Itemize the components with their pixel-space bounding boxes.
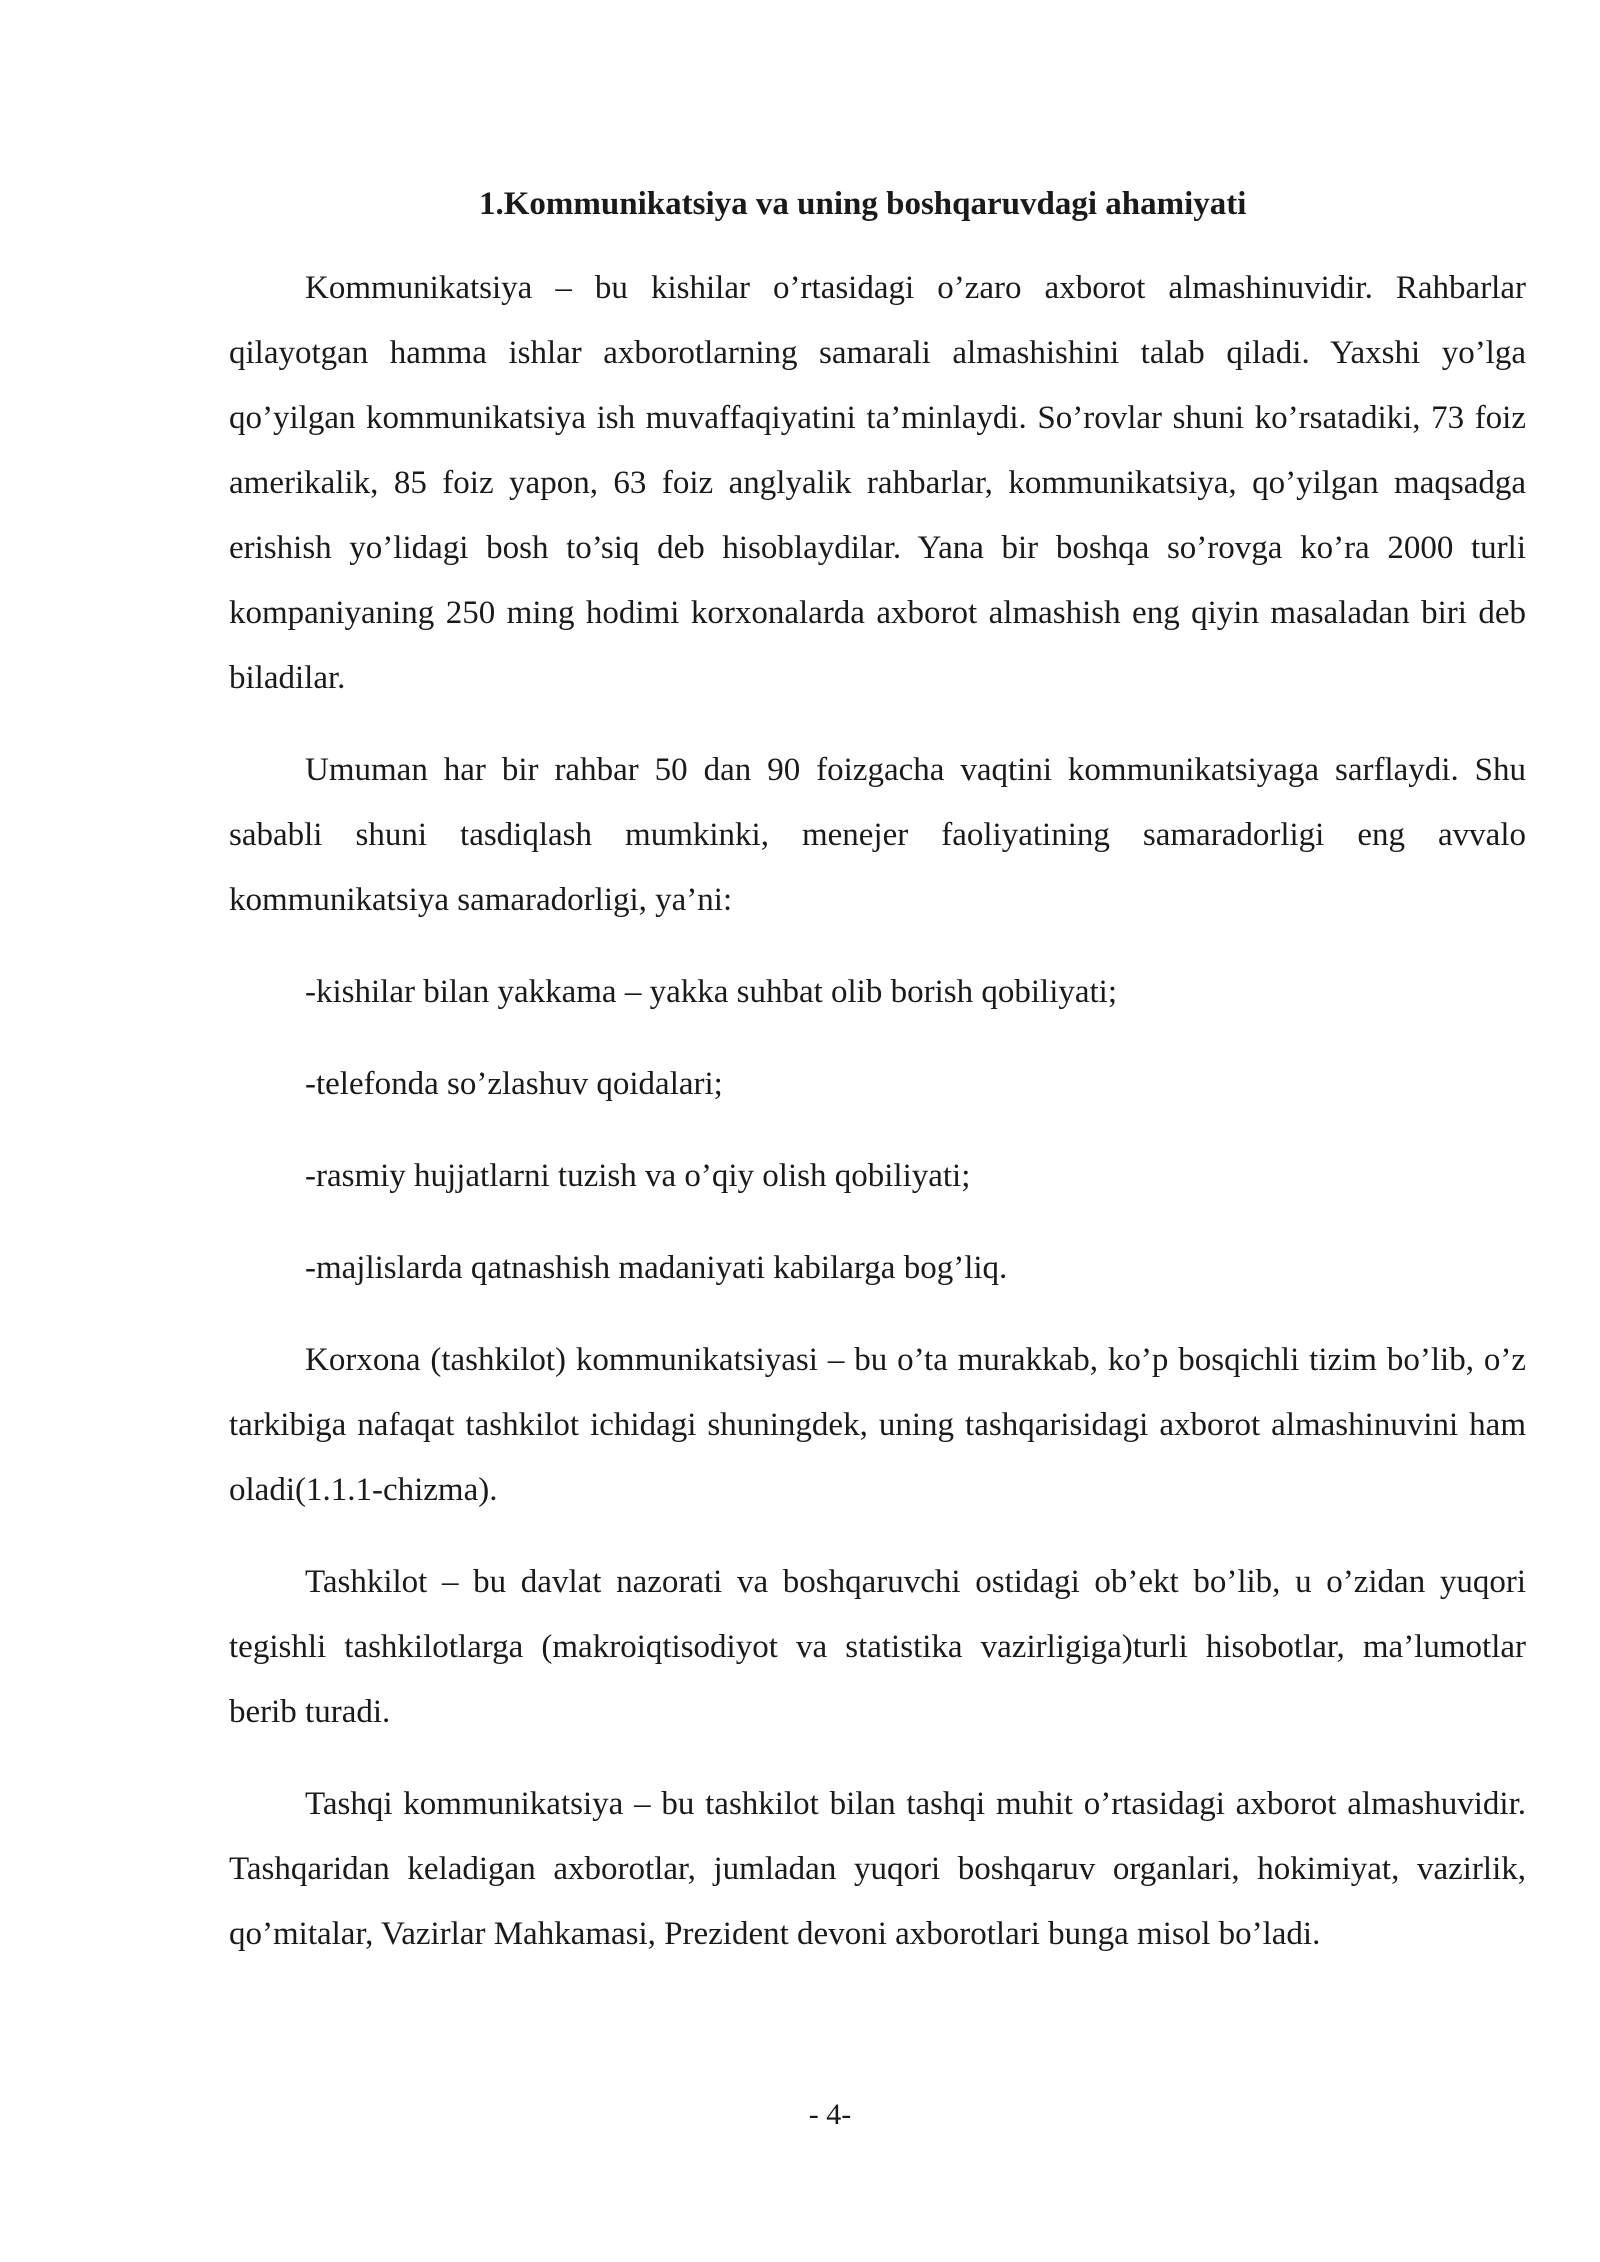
paragraph: Korxona (tashkilot) kommunikatsiyasi – bu o’ta murakkab, ko’p bosqichli tizim bo’lib, o’z tarkibiga nafaqat tashkilot ichidagi shuningdek, uning tashqarisidagi axborot almashinuvini ham oladi(1.1.1-chizma). xyxy=(229,1342,1526,1508)
list-item: -rasmiy hujjatlarni tuzish va o’qiy olish qobiliyati; xyxy=(305,1158,971,1194)
list-item: -kishilar bilan yakkama – yakka suhbat olib borish qobiliyati; xyxy=(305,974,1118,1010)
list-item: -majlislarda qatnashish madaniyati kabilarga bog’liq. xyxy=(305,1250,1008,1286)
paragraph: Tashqi kommunikatsiya – bu tashkilot bilan tashqi muhit o’rtasidagi axborot almashuvidir. Tashqaridan keladigan axborotlar, jumladan yuqori boshqaruv organlari, hokimiyat, vazirlik, qo’mitalar, Vazirlar Mahkamasi, Prezident devoni axborotlari bunga misol bo’ladi. xyxy=(229,1786,1526,1952)
document-page xyxy=(229,180,1526,1994)
section-title: 1.Kommunikatsiya va uning boshqaruvdagi ahamiyati xyxy=(479,186,1247,222)
paragraph: Umuman har bir rahbar 50 dan 90 foizgacha vaqtini kommunikatsiyaga sarflaydi. Shu sababli shuni tasdiqlash mumkinki, menejer faoliyatining samaradorligi eng avvalo kommunikatsiya samaradorligi, ya’ni: xyxy=(229,752,1526,918)
paragraph: Kommunikatsiya – bu kishilar o’rtasidagi o’zaro axborot almashinuvidir. Rahbarlar qilayotgan hamma ishlar axborotlarning samarali almashishini talab qiladi. Yaxshi yo’lga qo’yilgan kommunikatsiya ish muvaffaqiyatini ta’minlaydi. So’rovlar shuni ko’rsatadiki, 73 foiz amerikalik, 85 foiz yapon, 63 foiz anglyalik rahbarlar, kommunikatsiya, qo’yilgan maqsadga erishish yo’lidagi bosh to’siq deb hisoblaydilar. Yana bir boshqa so’rovga ko’ra 2000 turli kompaniyaning 250 ming hodimi korxonalarda axborot almashish eng qiyin masaladan biri deb biladilar. xyxy=(229,270,1526,696)
paragraph: Tashkilot – bu davlat nazorati va boshqaruvchi ostidagi ob’ekt bo’lib, u o’zidan yuqori tegishli tashkilotlarga (makroiqtisodiyot va statistika vazirligiga)turli hisobotlar, ma’lumotlar berib turadi. xyxy=(229,1564,1526,1730)
page-number: - 4- xyxy=(808,2098,852,2131)
list-item: -telefonda so’zlashuv qoidalari; xyxy=(305,1066,723,1102)
